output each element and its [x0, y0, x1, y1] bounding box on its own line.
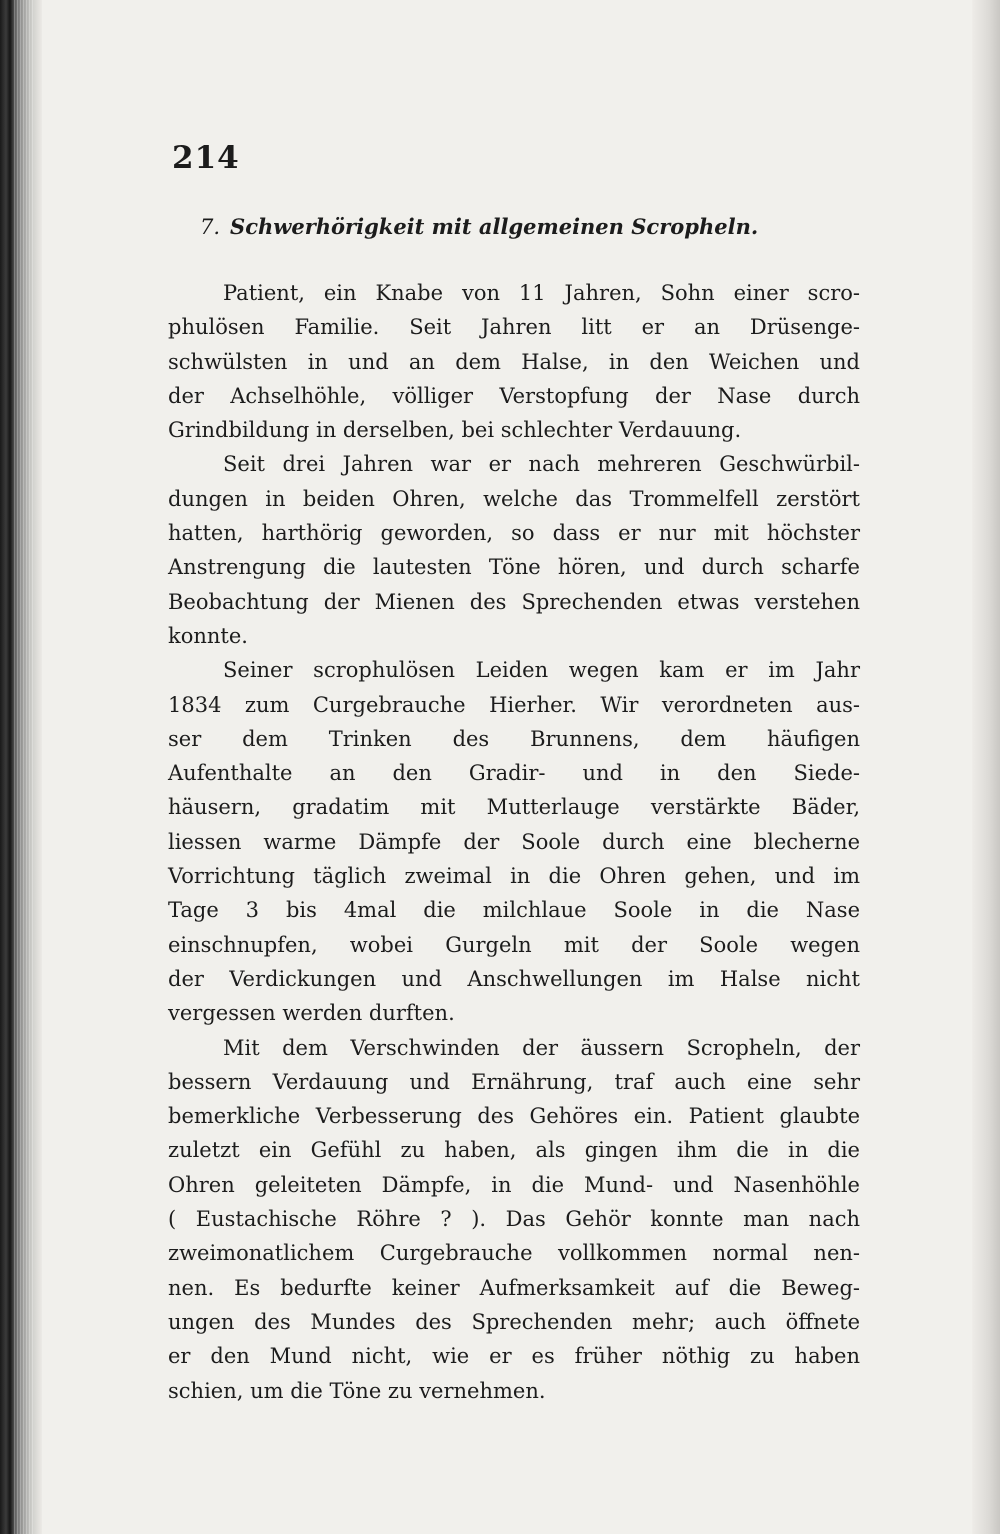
text-line: 1834 zum Curgebrauche Hierher. Wir verordneten aus- — [168, 692, 860, 717]
page-number: 214 — [172, 140, 240, 176]
body-text — [168, 276, 860, 1408]
text-line: häusern, gradatim mit Mutterlauge verstärkte Bäder, — [168, 795, 860, 820]
text-line: Anstrengung die lautesten Töne hören, und durch scharfe — [168, 555, 860, 580]
text-line: Seiner scrophulösen Leiden wegen kam er im Jahr — [223, 658, 860, 683]
text-line: Mit dem Verschwinden der äussern Scropheln, der — [223, 1035, 860, 1060]
text-line: einschnupfen, wobei Gurgeln mit der Soole wegen — [168, 932, 860, 957]
text-line: Patient, ein Knabe von 11 Jahren, Sohn einer scro- — [223, 281, 860, 305]
text-line: der Achselhöhle, völliger Verstopfung der Nase durch — [168, 383, 860, 408]
text-line: ( Eustachische Röhre ? ). Das Gehör konnte man nach — [168, 1207, 860, 1232]
text-line: schwülsten in und an dem Halse, in den Weichen und — [168, 349, 860, 374]
text-line: Ohren geleiteten Dämpfe, in die Mund- und Nasenhöhle — [168, 1172, 860, 1197]
text-line: zweimonatlichem Curgebrauche vollkommen normal nen- — [168, 1241, 860, 1266]
text-line: ser dem Trinken des Brunnens, dem häufigen — [168, 726, 860, 751]
text-line: konnte. — [168, 623, 248, 648]
text-line: Vorrichtung täglich zweimal in die Ohren gehen, und im — [168, 864, 860, 889]
text-line: vergessen werden durften. — [168, 1001, 455, 1026]
text-line: Aufenthalte an den Gradir- und in den Siede- — [168, 761, 860, 786]
text-line: Grindbildung in derselben, bei schlechter Verdauung. — [168, 418, 742, 443]
text-line: nen. Es bedurfte keiner Aufmerksamkeit auf die Beweg- — [168, 1275, 860, 1300]
section-number: 7. — [200, 215, 221, 239]
text-line: er den Mund nicht, wie er es früher nöthig zu haben — [168, 1344, 860, 1369]
text-line: dungen in beiden Ohren, welche das Trommelfell zerstört — [168, 486, 860, 511]
text-line: Seit drei Jahren war er nach mehreren Geschwürbil- — [223, 452, 860, 477]
text-line: bessern Verdauung und Ernährung, traf auch eine sehr — [168, 1069, 860, 1094]
text-line: zuletzt ein Gefühl zu haben, als gingen ihm die in die — [168, 1138, 860, 1163]
text-line: Tage 3 bis 4mal die milchlaue Soole in die Nase — [168, 898, 860, 923]
text-line: bemerkliche Verbesserung des Gehöres ein. Patient glaubte — [168, 1104, 860, 1129]
text-line: Beobachtung der Mienen des Sprechenden etwas verstehen — [168, 589, 860, 614]
text-line: liessen warme Dämpfe der Soole durch eine blecherne — [168, 829, 860, 854]
text-line: der Verdickungen und Anschwellungen im Halse nicht — [168, 966, 860, 991]
section-title: Schwerhörigkeit mit allgemeinen Scropheln. — [230, 214, 759, 239]
text-line: phulösen Familie. Seit Jahren litt er an Drüsenge- — [168, 315, 860, 340]
book-binding-edge — [0, 0, 42, 1534]
section-heading — [200, 214, 840, 239]
text-line: ungen des Mundes des Sprechenden mehr; auch öffnete — [168, 1309, 860, 1334]
text-line: schien, um die Töne zu vernehmen. — [168, 1378, 546, 1403]
page-right-edge — [972, 0, 1000, 1534]
text-line: hatten, harthörig geworden, so dass er nur mit höchster — [168, 521, 860, 546]
